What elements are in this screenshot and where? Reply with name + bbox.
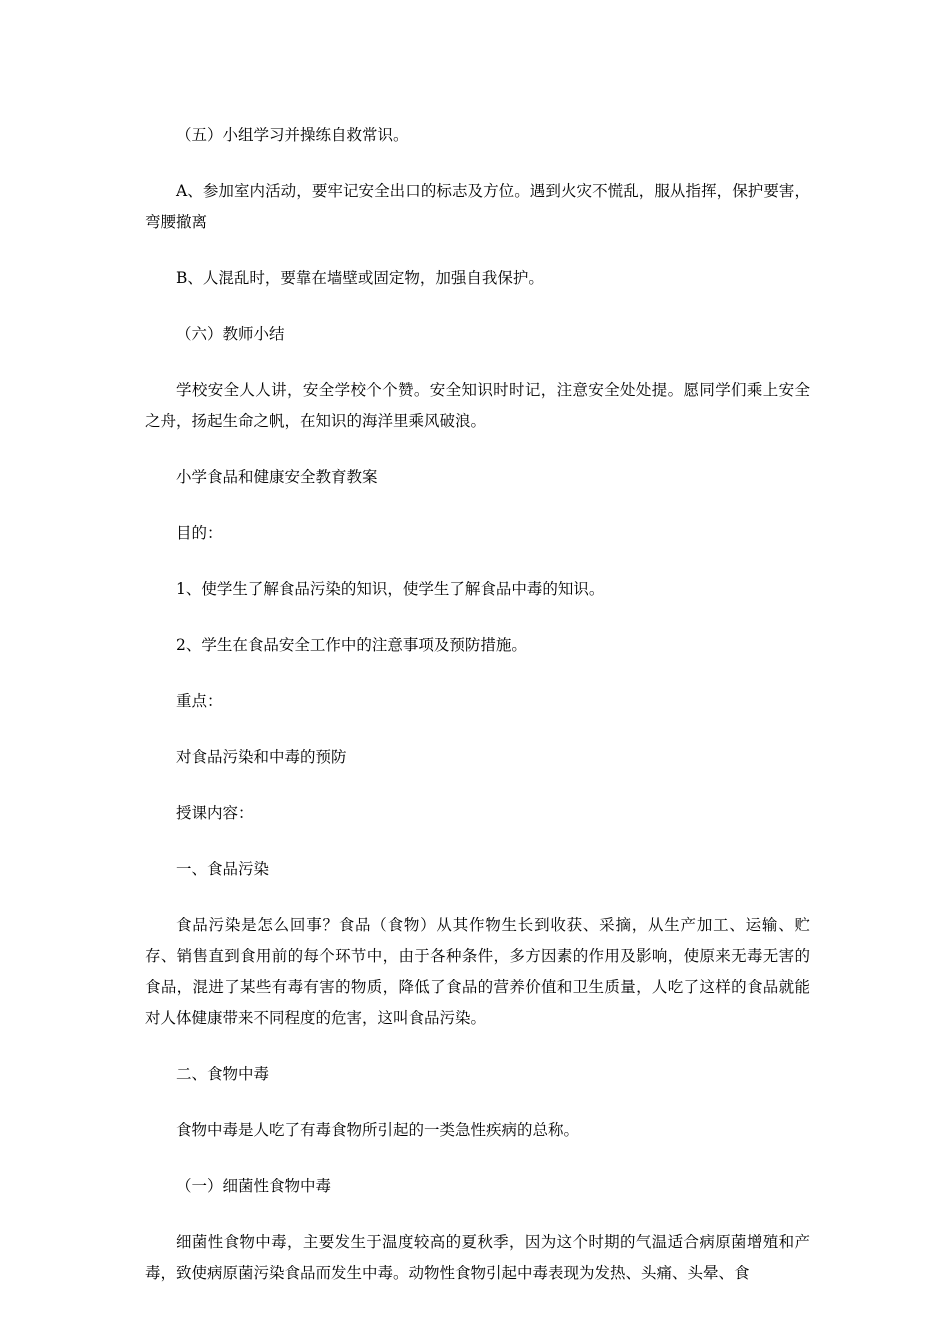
section-heading: （五）小组学习并操练自救常识。 [176, 126, 409, 144]
body-paragraph: 食物中毒是人吃了有毒食物所引起的一类急性疾病的总称。 [176, 1121, 580, 1139]
body-paragraph: B、人混乱时，要靠在墙壁或固定物，加强自我保护。 [176, 269, 544, 287]
body-paragraph: 对食品污染和中毒的预防 [176, 748, 347, 766]
section-heading: 二、食物中毒 [176, 1065, 270, 1083]
section-heading: （一）细菌性食物中毒 [176, 1177, 332, 1195]
section-heading: 一、食品污染 [176, 860, 270, 878]
document-title: 小学食品和健康安全教育教案 [176, 468, 378, 486]
list-item: 1、使学生了解食品污染的知识，使学生了解食品中毒的知识。 [176, 580, 605, 598]
body-paragraph: 食品污染是怎么回事？食品（食物）从其作物生长到收获、采摘，从生产加工、运输、贮存、销售直到食用前的每个环节中，由于各种条件，多方因素的作用及影响，使原来无毒无害的食品，混进了某些有毒有害的物质，降低了食品的营养价值和卫生质量，人吃了这样的食品就能对人体健康带来不同程度的危害，这叫食品污染。 [145, 916, 810, 1027]
section-heading: 授课内容： [176, 804, 254, 822]
body-paragraph: 学校安全人人讲，安全学校个个赞。安全知识时时记，注意安全处处提。愿同学们乘上安全之舟，扬起生命之帆，在知识的海洋里乘风破浪。 [145, 381, 810, 430]
body-paragraph: 细菌性食物中毒，主要发生于温度较高的夏秋季，因为这个时期的气温适合病原菌增殖和产毒，致使病原菌污染食品而发生中毒。动物性食物引起中毒表现为发热、头痛、头晕、食 [145, 1233, 810, 1282]
section-heading: 目的： [176, 524, 223, 542]
document-body [145, 120, 810, 1314]
section-heading: 重点： [176, 692, 223, 710]
list-item: 2、学生在食品安全工作中的注意事项及预防措施。 [176, 636, 527, 654]
section-heading: （六）教师小结 [176, 325, 285, 343]
body-paragraph: A、参加室内活动，要牢记安全出口的标志及方位。遇到火灾不慌乱，服从指挥，保护要害，弯腰撤离 [145, 182, 810, 231]
